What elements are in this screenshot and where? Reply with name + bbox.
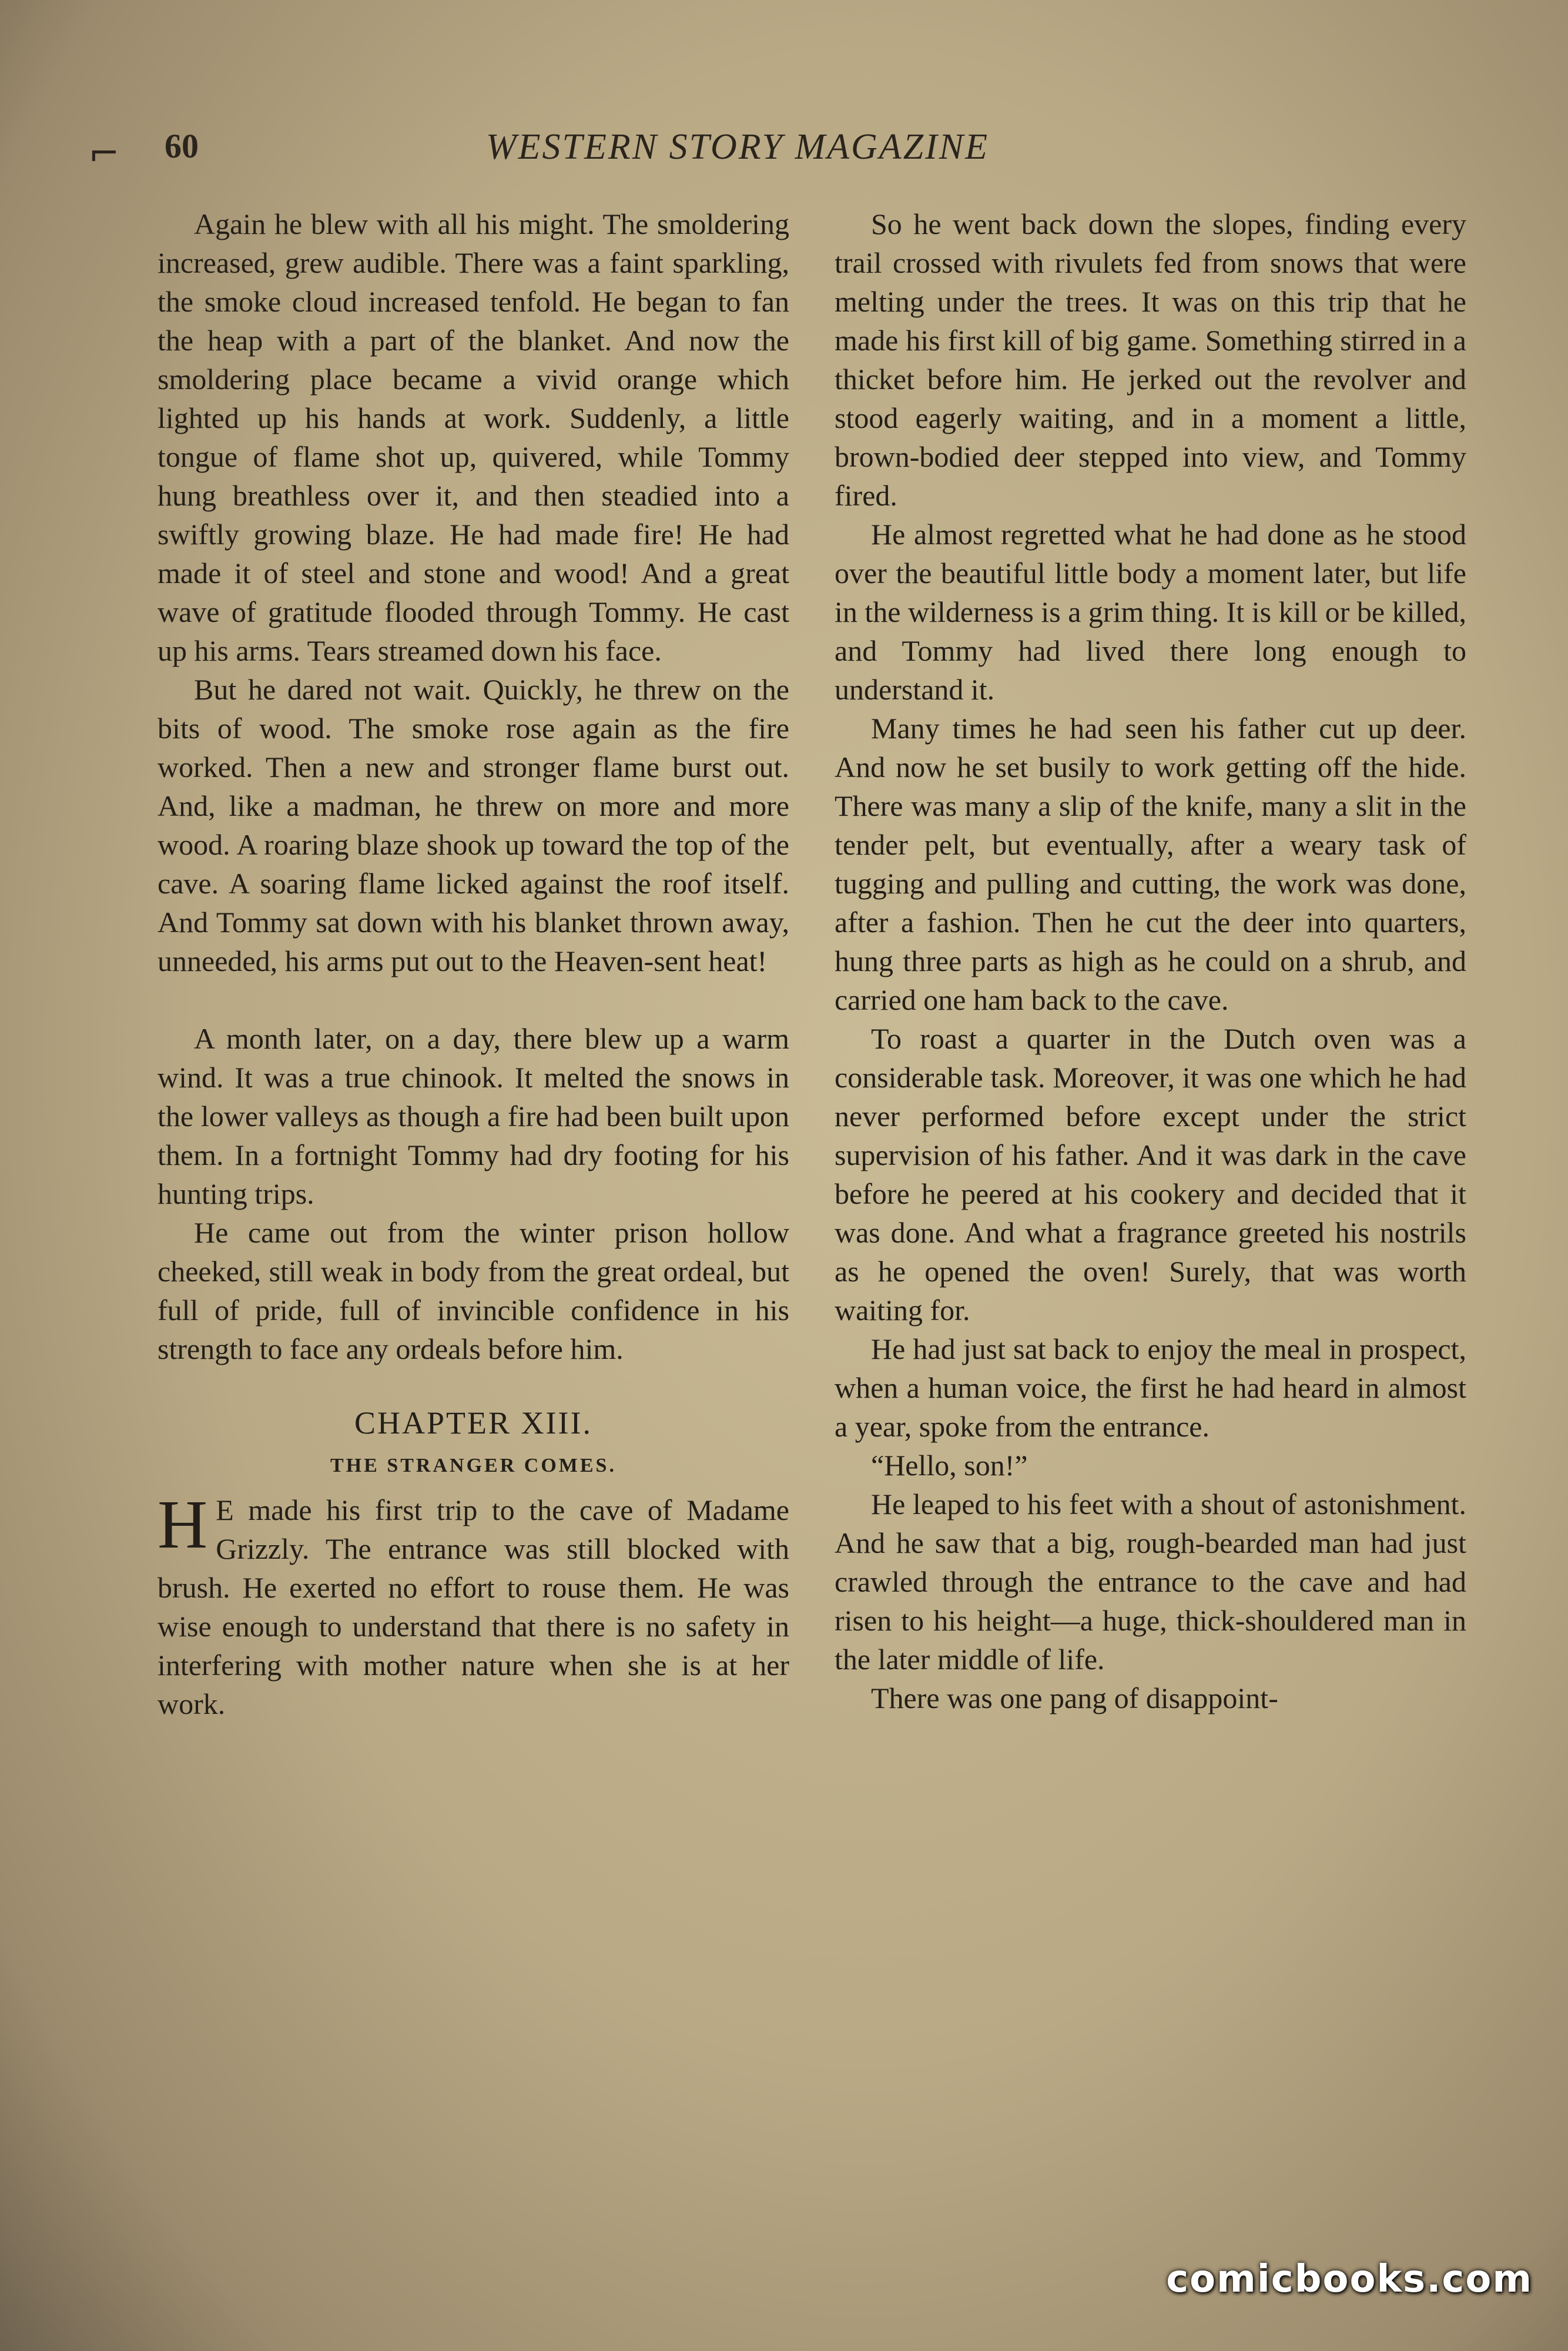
drop-cap: H [158,1486,208,1563]
paragraph: A month later, on a day, there blew up a warm wind. It was a true chinook. It melted the snows in the lower valleys as though a fire had been built upon them. In a fortnight Tommy had dry footing for his hunting trips. [158,1022,789,1210]
chapter-subtitle: THE STRANGER COMES. [330,1455,617,1476]
paragraph: To roast a quarter in the Dutch oven was a considerable task. Moreover, it was one which he had never performed before except under the strict supervision of his father. And it was dark in the cave before he peered at his cookery and decided that it was done. And what a fragrance greeted his nostrils as he opened the oven! Surely, that was worth waiting for. [835,1022,1466,1327]
paragraph: He almost regretted what he had done as he stood over the beautiful little body a moment later, but life in the wilderness is a grim thing. It is kill or be killed, and Tommy had lived there long enough to understand it. [835,518,1466,706]
right-column [835,205,1466,1717]
page-header [88,126,1458,179]
margin-mark: ⌐ [88,132,120,176]
paragraph: There was one pang of disappoint- [871,1682,1278,1714]
paragraph: So he went back down the slopes, finding every trail crossed with rivulets fed from snows that were melting under the trees. It was on this trip that he made his first kill of big game. Something stirred in a thicket before him. He jerked out the revolver and stood eagerly waiting, and in a moment a little, brown-bodied deer stepped into view, and Tommy fired. [835,207,1466,512]
page-number: 60 [165,127,199,165]
section-break [158,980,789,1019]
paragraph: He came out from the winter prison hollow cheeked, still weak in body from the great ordeal, but full of pride, full of invincible confidence in his strength to face any ordeals before him. [158,1216,789,1365]
paragraph: Many times he had seen his father cut up deer. And now he set busily to work getting off the hide. There was many a slip of the knife, many a slit in the tender pelt, but eventually, after a weary task of tugging and pulling and cutting, the work was done, after a fashion. Then he cut the deer into quarters, hung three parts as high as he could on a shrub, and carried one ham back to the cave. [835,712,1466,1016]
paragraph: But he dared not wait. Quickly, he threw on the bits of wood. The smoke rose again as the fire worked. Then a new and stronger flame burst out. And, like a madman, he threw on more and more wood. A roaring blaze shook up toward the top of the cave. A soaring flame licked against the roof itself. And Tommy sat down with his blanket thrown away, unneeded, his arms put out to the Heaven-sent heat! [158,673,789,977]
watermark: comicbooks.com [1166,2258,1533,2301]
left-column [158,205,789,1723]
chapter-first-paragraph [158,1486,789,1723]
paragraph: Again he blew with all his might. The smoldering increased, grew audible. There was a faint sparkling, the smoke cloud increased tenfold. He began to fan the heap with a part of the blanket. And now the smoldering place became a vivid orange which lighted up his hands at work. Suddenly, a little tongue of flame shot up, quivered, while Tommy hung breathless over it, and then steadied into a swiftly growing blaze. He had made fire! He had made it of steel and stone and wood! And a great wave of gratitude flooded through Tommy. He cast up his arms. Tears streamed down his face. [158,207,789,667]
paragraph: He leaped to his feet with a shout of astonishment. And he saw that a big, rough-bearded man had just crawled through the entrance to the cave and had risen to his height—a huge, thick-shouldered man in the later middle of life. [835,1488,1466,1676]
running-title: WESTERN STORY MAGAZINE [486,127,989,167]
paragraph: He had just sat back to enjoy the meal in prospect, when a human voice, the first he had heard in almost a year, spoke from the entrance. [835,1332,1466,1443]
chapter-title: CHAPTER XIII. [354,1405,592,1441]
chapter-first-paragraph-text: E made his first trip to the cave of Madame Grizzly. The entrance was still blocked with brush. He exerted no effort to rouse them. He was wise enough to understand that there is no safety in interfering with mother nature when she is at her work. [158,1493,789,1720]
dialogue-line: “Hello, son!” [871,1449,1028,1482]
